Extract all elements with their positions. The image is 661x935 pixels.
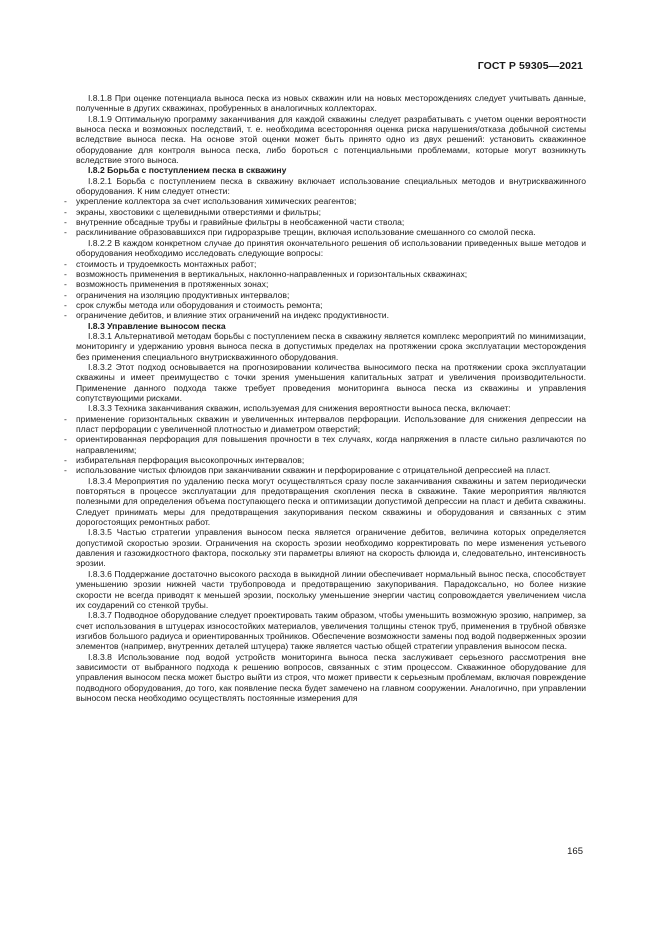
list-item [64, 465, 586, 476]
section-heading: I.8.2 Борьба с поступлением песка в скважину [88, 165, 287, 176]
list-dash: - [64, 455, 67, 466]
list-item-text: укрепление коллектора за счет использования химических реагентов; [76, 196, 357, 207]
list-item-text: стоимость и трудоемкость монтажных работ; [76, 258, 257, 269]
list-item [64, 279, 586, 290]
list-item [64, 434, 586, 455]
list-item [64, 206, 586, 217]
list-dash: - [64, 310, 67, 321]
page-number: 165 [567, 846, 583, 857]
list-item [64, 217, 586, 228]
list-dash: - [64, 465, 67, 476]
list-item [64, 196, 586, 207]
list-item-text: срок службы метода или оборудования и стоимость ремонта; [76, 299, 323, 310]
list-item [64, 227, 586, 238]
list-item-text: ограничение дебитов, и влияние этих ограничений на индекс продуктивности. [76, 310, 389, 321]
paragraph: I.8.3.8 Использование под водой устройств мониторинга выноса песка заслуживает серьезного рассмотрения вне зависимости от выбранного подхода к решению вопросов, связанных с этим процессом. Скважинное оборудование для управления выносом песка может быстро выйти из строя, что может привести к серьезным проблемам, включая повреждение подводного оборудования, до того, как появление песка будет замечено на главном сооружении. Аналогично, при управлении выносом песка необходимо осуществлять постоянные измерения для [76, 651, 586, 703]
list-dash: - [64, 196, 67, 207]
paragraph: I.8.1.8 При оценке потенциала выноса песка из новых скважин или на новых месторождениях следует учитывать данные, полученные в других скважинах, пробуренных в аналогичных коллекторах. [76, 93, 586, 114]
list-item-text: возможность применения в протяженных зонах; [76, 279, 269, 290]
paragraph: I.8.3.7 Подводное оборудование следует проектировать таким образом, чтобы уменьшить возможную эрозию, например, за счет использования в штуцерах износостойких материалов, увеличения толщины стенок труб, применения в трубной обвязке изгибов большого радиуса и ориентированных тройников. Обеспечение возможности замены под водой подверженных эрозии элементов (например, внутренних деталей штуцера) также является частью общей стратегии управления выносом песка. [76, 610, 586, 652]
list-item-text: избирательная перфорация высокопрочных интервалов; [76, 455, 305, 466]
list-item-text: использование чистых флюидов при заканчивании скважин и перфорирование с отрицательной депрессией на пласт. [76, 465, 551, 476]
list-item-text: ограничения на изоляцию продуктивных интервалов; [76, 289, 290, 300]
list-item [64, 289, 586, 300]
list-item-text: расклинивание образовавшихся при гидроразрыве трещин, включая использование смешанного со смолой песка. [76, 227, 536, 238]
list-item-text: внутренние обсадные трубы и гравийные фильтры в необсаженной части ствола; [76, 217, 405, 228]
document-body [64, 93, 586, 703]
list-item-text: применение горизонтальных скважин и увеличенных интервалов перфорации. Использование для снижения депрессии на пласт перфорации с увеличенной плотностью и диаметром отверстий; [76, 413, 586, 434]
paragraph: I.8.3.1 Альтернативой методам борьбы с поступлением песка в скважину является комплекс мероприятий по минимизации, мониторингу и удержанию уровня выноса песка в допустимых пределах на протяжении срока эксплуатации месторождения без применения специального внутрискважинного оборудования. [76, 330, 586, 362]
list-dash: - [64, 434, 67, 445]
list-dash: - [64, 299, 67, 310]
list-item [64, 455, 586, 466]
list-item [64, 258, 586, 269]
paragraph: I.8.3.6 Поддержание достаточно высокого расхода в выкидной линии обеспечивает нормальный вынос песка, способствует уменьшению эрозии нижней части трубопровода и предотвращению закупоривания. Парадоксально, но более низкие скорости не всегда приводят к меньшей эрозии, поскольку уменьшение энергии частиц сопровождается увеличением числа их соударений со стенкой трубы. [76, 568, 586, 610]
list-item [64, 413, 586, 435]
list-item [64, 268, 586, 279]
list-item-text: ориентированная перфорация для повышения прочности в тех случаях, когда напряжения в пласте сильно различаются по направлениям; [76, 434, 586, 455]
list-dash: - [64, 206, 67, 217]
list-dash: - [64, 227, 67, 238]
list-dash: - [64, 289, 67, 300]
list-dash: - [64, 268, 67, 279]
paragraph: I.8.3.2 Этот подход основывается на прогнозировании количества выносимого песка на протяжении срока эксплуатации скважины и имеет преимущество с точки зрения уменьшения капитальных затрат и увеличения производительности. Применение данного подхода также требует проведения мониторинга выноса песка из скважины и управления сопутствующими рисками. [76, 361, 586, 403]
list-dash: - [64, 258, 67, 269]
list-item [64, 299, 586, 310]
paragraph: I.8.1.9 Оптимальную программу заканчивания для каждой скважины следует разрабатывать с учетом оценки вероятности выноса песка и возможных последствий, т. е. необходима всесторонняя оценка риска нарушения/отказа добычной системы вследствие выноса песка. На основе этой оценки может быть принято одно из двух решений: установить скважинное оборудование для контроля выноса песка, либо бороться с потенциальными проблемами, которые могут возникнуть вследствие этого выноса. [76, 113, 586, 166]
paragraph: I.8.3.4 Мероприятия по удалению песка могут осуществляться сразу после заканчивания скважины и затем периодически повторяться в процессе эксплуатации для предотвращения скопления песка в скважине. Такие мероприятия являются полезными для определения объема поступающего песка и оптимизации допустимой депрессии на пласт и дебита скважины. Следует принимать меры для предотвращения закупоривания песком скважины и оборудования и связанных с этим дорогостоящих ремонтных работ. [76, 475, 586, 528]
paragraph: I.8.3.5 Частью стратегии управления выносом песка является ограничение дебитов, величина которых определяется допустимой скоростью эрозии. Ограничения на скорость эрозии необходимо корректировать по мере изменения устьевого давления и газожидкостного фактора, поскольку эти параметры влияют на скорость флюида и, следовательно, интенсивность эрозии. [76, 527, 586, 569]
list-dash: - [64, 279, 67, 290]
paragraph: I.8.2.1 Борьба с поступлением песка в скважину включает использование специальных методов и внутрискважинного оборудования. К ним следует отнести: [76, 175, 586, 197]
paragraph: I.8.3.3 Техника заканчивания скважин, используемая для снижения вероятности выноса песка, включает: [88, 403, 511, 414]
paragraph: I.8.2.2 В каждом конкретном случае до принятия окончательного решения об использовании приведенных выше методов и оборудования необходимо исследовать следующие вопросы: [76, 237, 586, 259]
document-code: ГОСТ Р 59305—2021 [477, 60, 583, 72]
list-dash: - [64, 413, 67, 424]
list-item [64, 310, 586, 321]
list-item-text: возможность применения в вертикальных, наклонно-направленных и горизонтальных скважинах; [76, 268, 468, 279]
list-dash: - [64, 217, 67, 228]
section-heading: I.8.3 Управление выносом песка [88, 320, 226, 331]
list-item-text: экраны, хвостовики с щелевидными отверстиями и фильтры; [76, 206, 322, 217]
